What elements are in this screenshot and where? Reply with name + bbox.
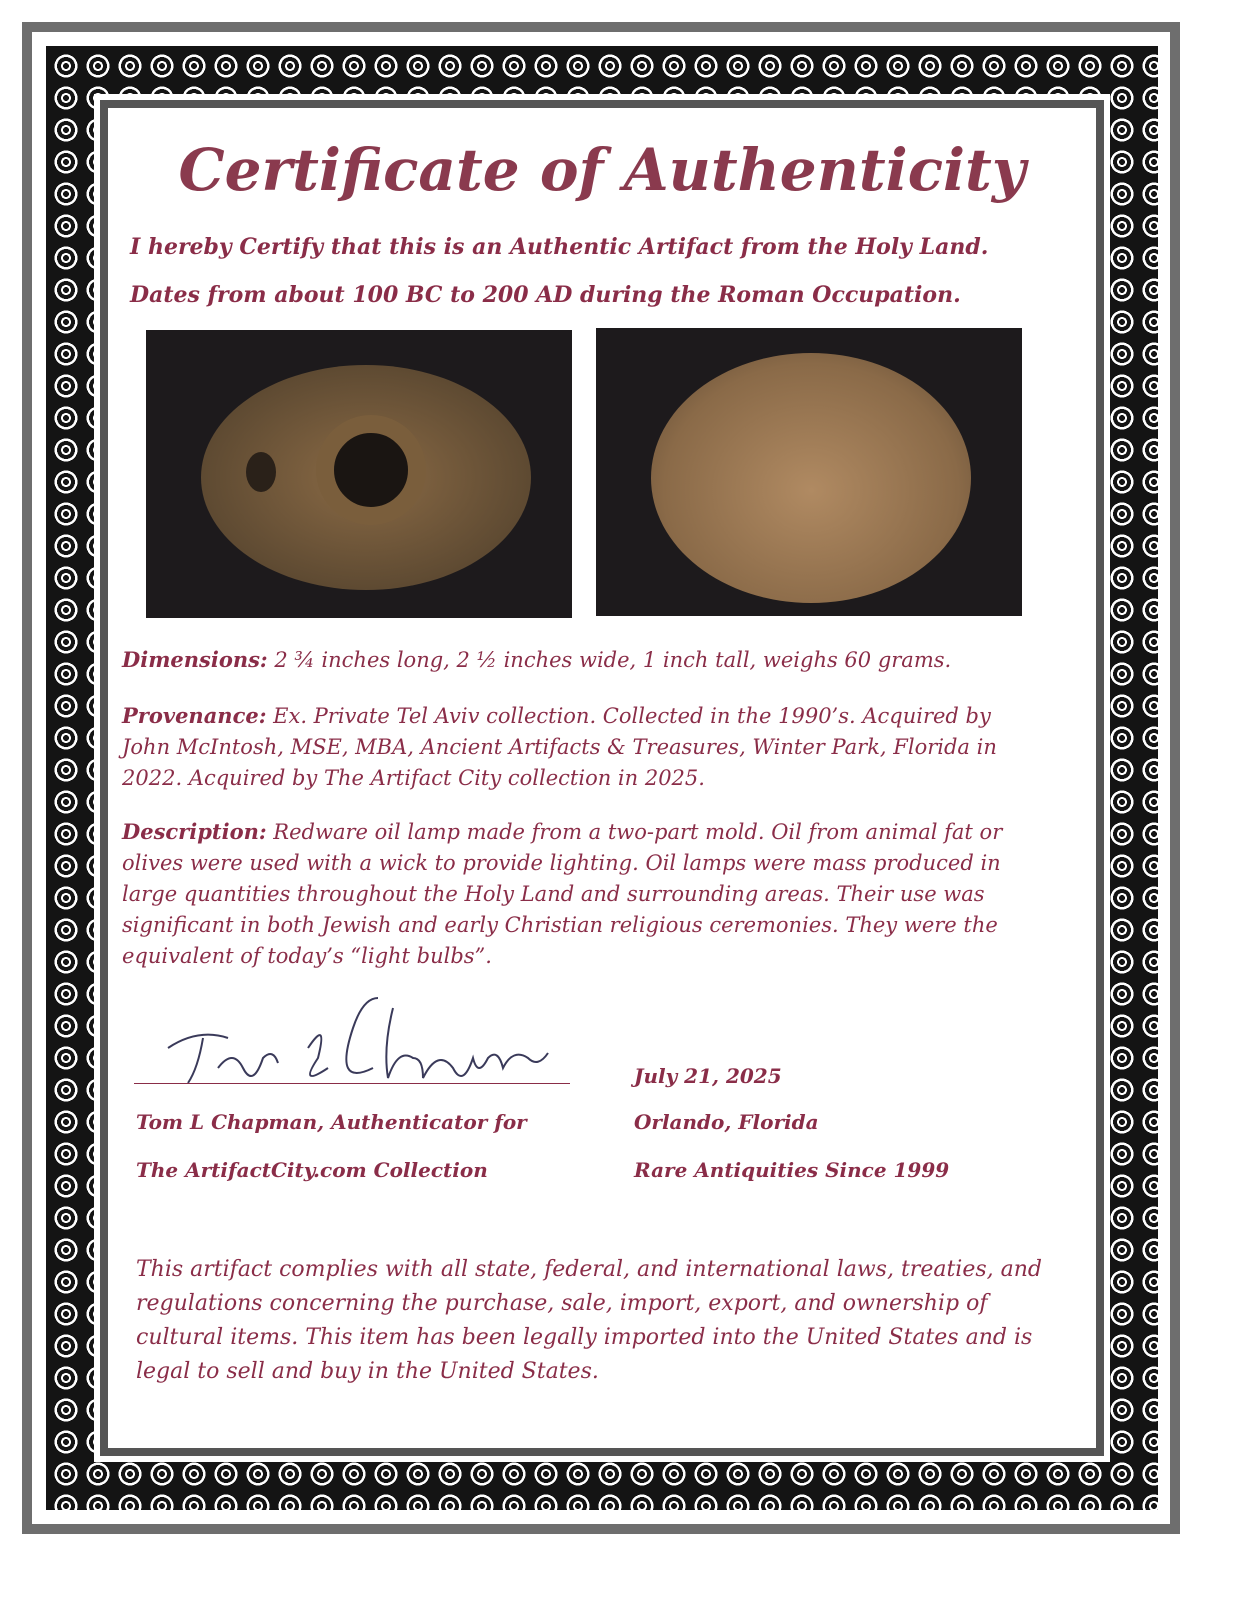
certificate-date: July 21, 2025	[634, 1064, 782, 1088]
description-text: Redware oil lamp made from a two-part mold. Oil from animal fat or olives were used with a wick to provide lighting. Oil lamps were mass produced in large quantities throughout the Holy Land and surrounding areas. Their use was significant in both Jewish and early Christian religious ceremonies. They were the equivalent of today’s “light bulbs”.	[122, 820, 1003, 968]
certification-statement: I hereby Certify that this is an Authentic Artifact from the Holy Land.	[130, 234, 989, 260]
legal-statement: This artifact complies with all state, federal, and international laws, treaties, and regulations concerning the purchase, sale, import, export, and ownership of cultural items. This item has been legally imported into the United States and is legal to sell and buy in the United States.	[136, 1257, 1042, 1384]
lamp-body	[651, 353, 971, 603]
certificate-location: Orlando, Florida	[634, 1110, 819, 1134]
certificate-panel	[108, 108, 1096, 1448]
dating-statement: Dates from about 100 BC to 200 AD during the Roman Occupation.	[130, 282, 961, 308]
signature-line	[134, 1083, 570, 1084]
provenance-label: Provenance:	[122, 703, 267, 728]
lamp-bottom-photo	[596, 328, 1022, 616]
provenance	[122, 700, 1032, 794]
dimensions-text: 2 ¾ inches long, 2 ½ inches wide, 1 inch tall, weighs 60 grams.	[267, 648, 952, 672]
lamp-fill-hole	[316, 415, 426, 525]
signer-organization: The ArtifactCity.com Collection	[136, 1158, 488, 1182]
dimensions-label: Dimensions:	[122, 647, 268, 672]
signature-image	[158, 988, 578, 1088]
description	[122, 816, 1062, 972]
dimensions	[122, 644, 1082, 676]
tagline: Rare Antiquities Since 1999	[634, 1158, 950, 1182]
provenance-text: Ex. Private Tel Aviv collection. Collected in the 1990’s. Acquired by John McIntosh, MSE, MBA, Ancient Artifacts & Treasures, Winter Park, Florida in 2022. Acquired by The Artifact City collection in 2025.	[122, 704, 997, 790]
description-label: Description:	[122, 819, 267, 844]
certificate-title: Certificate of Authenticity	[178, 136, 1026, 204]
signer-title: Tom L Chapman, Authenticator for	[136, 1110, 527, 1134]
lamp-wick-hole	[246, 452, 276, 492]
lamp-top-photo	[146, 330, 572, 618]
